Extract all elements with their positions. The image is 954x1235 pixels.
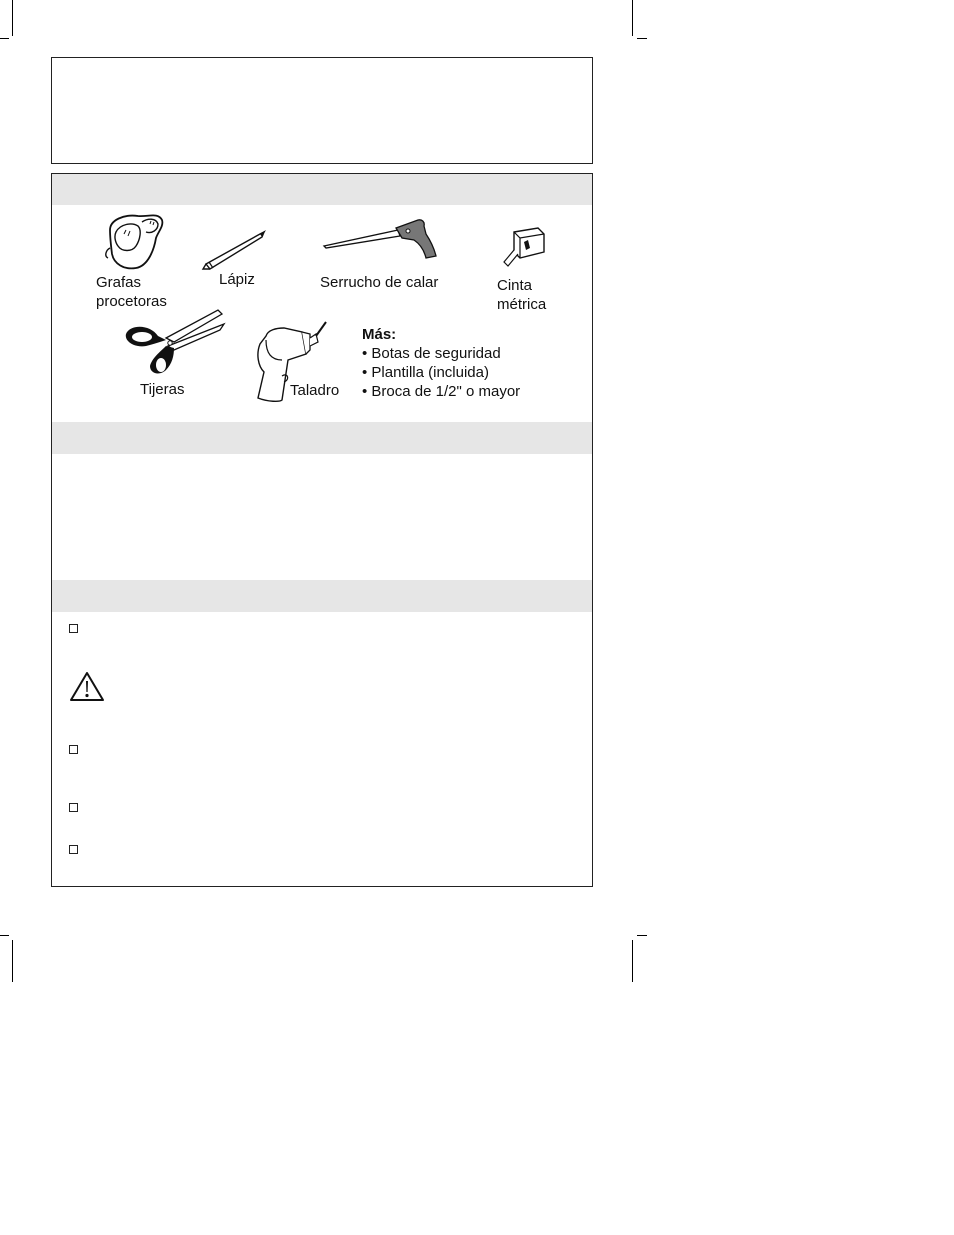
pencil-icon xyxy=(200,228,272,274)
saw-label: Serrucho de calar xyxy=(320,274,439,291)
crop-mark-bottom-left-h xyxy=(0,935,9,936)
scissors-label: Tijeras xyxy=(140,381,185,398)
crop-mark-top-right-h xyxy=(637,38,647,39)
crop-mark-bottom-left-v xyxy=(12,940,13,982)
middle-section-band xyxy=(52,422,592,454)
extras-list xyxy=(362,325,520,401)
tools-section-band xyxy=(52,174,592,205)
tape-label: Cinta métrica xyxy=(497,277,547,313)
scissors-icon xyxy=(122,306,228,378)
extras-heading: Más: xyxy=(362,326,397,343)
extras-item: • Botas de seguridad xyxy=(362,345,501,362)
checkbox-icon[interactable] xyxy=(69,803,78,812)
checkbox-icon[interactable] xyxy=(69,845,78,854)
extras-item: • Broca de 1/2" o mayor xyxy=(362,383,521,400)
checkbox-icon[interactable] xyxy=(69,745,78,754)
crop-mark-top-right-v xyxy=(632,0,633,36)
warning-triangle-icon xyxy=(69,671,105,702)
drill-label: Taladro xyxy=(290,382,340,399)
safety-goggles-icon xyxy=(102,208,166,272)
header-box xyxy=(51,57,593,164)
crop-mark-bottom-right-h xyxy=(637,935,647,936)
crop-mark-top-left-h xyxy=(0,38,9,39)
checkbox-icon[interactable] xyxy=(69,624,78,633)
extras-item: • Plantilla (incluida) xyxy=(362,364,489,381)
goggles-label: Grafas procetoras xyxy=(96,274,167,310)
crop-mark-bottom-right-v xyxy=(632,940,633,982)
tape-measure-icon xyxy=(500,226,548,270)
crop-mark-top-left-v xyxy=(12,0,13,36)
pencil-label: Lápiz xyxy=(219,271,255,288)
checklist-section-band xyxy=(52,580,592,612)
keyhole-saw-icon xyxy=(322,214,442,264)
